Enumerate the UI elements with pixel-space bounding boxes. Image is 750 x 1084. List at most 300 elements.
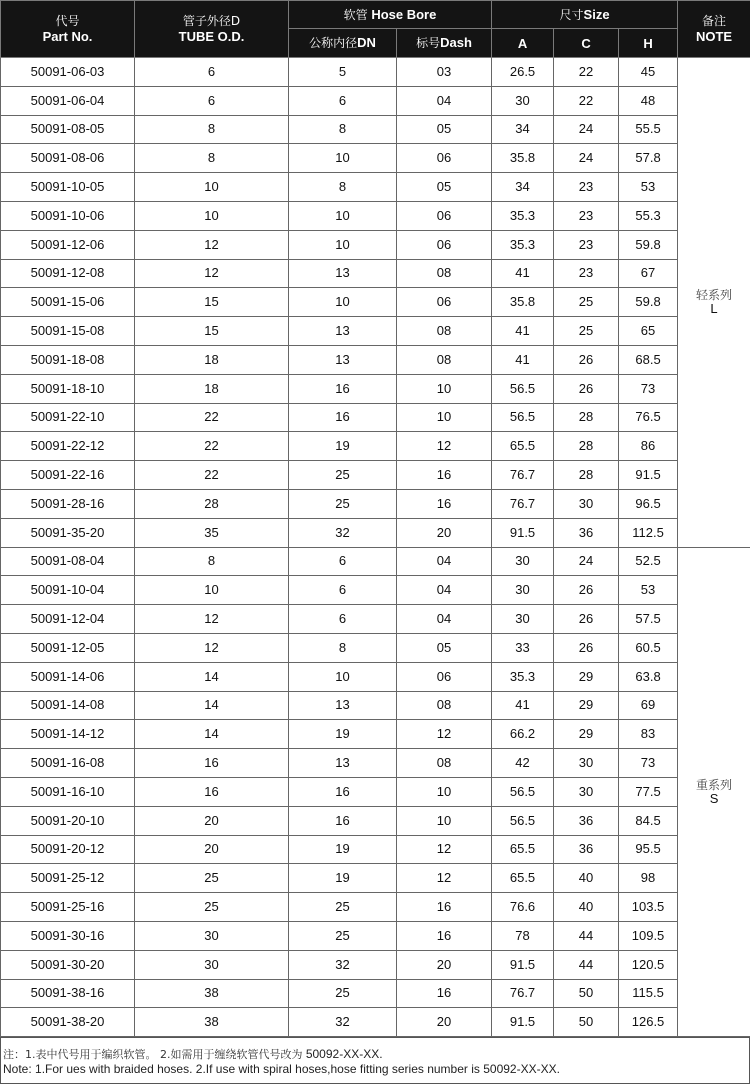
cell-dash: 12: [397, 864, 492, 893]
cell-dn: 10: [289, 288, 397, 317]
header-hose-bore-zh: 软管: [343, 7, 368, 22]
cell-a: 35.3: [492, 662, 554, 691]
cell-dn: 13: [289, 317, 397, 346]
cell-a: 30: [492, 86, 554, 115]
cell-c: 40: [554, 893, 619, 922]
cell-c: 44: [554, 950, 619, 979]
cell-c: 36: [554, 518, 619, 547]
cell-tube-od: 12: [135, 259, 289, 288]
cell-tube-od: 10: [135, 201, 289, 230]
cell-dash: 08: [397, 317, 492, 346]
cell-h: 63.8: [619, 662, 678, 691]
table-row: [1, 576, 750, 605]
cell-h: 126.5: [619, 1008, 678, 1037]
cell-part-no: 50091-10-04: [1, 576, 135, 605]
cell-dash: 05: [397, 633, 492, 662]
cell-part-no: 50091-25-12: [1, 864, 135, 893]
cell-part-no: 50091-08-04: [1, 547, 135, 576]
cell-h: 57.5: [619, 605, 678, 634]
cell-dash: 08: [397, 749, 492, 778]
cell-a: 76.7: [492, 461, 554, 490]
cell-part-no: 50091-20-12: [1, 835, 135, 864]
cell-h: 120.5: [619, 950, 678, 979]
cell-h: 68.5: [619, 345, 678, 374]
header-size-zh: 尺寸: [559, 7, 584, 22]
cell-part-no: 50091-30-16: [1, 921, 135, 950]
cell-dn: 25: [289, 893, 397, 922]
cell-dash: 03: [397, 58, 492, 87]
cell-h: 109.5: [619, 921, 678, 950]
table-row: [1, 58, 750, 87]
cell-tube-od: 15: [135, 317, 289, 346]
cell-c: 36: [554, 806, 619, 835]
cell-dn: 6: [289, 605, 397, 634]
table-row: [1, 691, 750, 720]
cell-dn: 13: [289, 259, 397, 288]
cell-dash: 20: [397, 518, 492, 547]
series-note-zh: 重系列: [696, 777, 733, 792]
cell-c: 24: [554, 144, 619, 173]
cell-part-no: 50091-12-08: [1, 259, 135, 288]
cell-a: 76.7: [492, 979, 554, 1008]
cell-part-no: 50091-18-08: [1, 345, 135, 374]
cell-dn: 10: [289, 230, 397, 259]
header-note: [678, 1, 750, 58]
series-note-zh: 轻系列: [696, 288, 733, 303]
cell-h: 59.8: [619, 288, 678, 317]
cell-a: 35.3: [492, 230, 554, 259]
cell-dash: 16: [397, 461, 492, 490]
header-hose-bore-en: Hose Bore: [371, 6, 437, 22]
header-part-no-zh: 代号: [55, 14, 80, 28]
cell-dn: 8: [289, 633, 397, 662]
cell-part-no: 50091-08-06: [1, 144, 135, 173]
cell-part-no: 50091-15-08: [1, 317, 135, 346]
cell-dash: 16: [397, 979, 492, 1008]
cell-dash: 20: [397, 950, 492, 979]
cell-tube-od: 8: [135, 144, 289, 173]
cell-dn: 8: [289, 173, 397, 202]
header-size-en: Size: [583, 6, 610, 22]
header-h: H: [619, 29, 678, 58]
cell-part-no: 50091-08-05: [1, 115, 135, 144]
table-row: [1, 547, 750, 576]
table-row: [1, 605, 750, 634]
table-row: [1, 893, 750, 922]
cell-part-no: 50091-38-16: [1, 979, 135, 1008]
header-dash-en: Dash: [440, 35, 472, 50]
footnote-zh-text: 注：1.表中代号用于编织软管。 2.如需用于缠绕软管代号改为: [3, 1048, 303, 1061]
cell-h: 48: [619, 86, 678, 115]
cell-a: 56.5: [492, 806, 554, 835]
cell-dn: 19: [289, 720, 397, 749]
cell-part-no: 50091-20-10: [1, 806, 135, 835]
cell-tube-od: 22: [135, 461, 289, 490]
table-row: [1, 115, 750, 144]
cell-part-no: 50091-22-10: [1, 403, 135, 432]
cell-c: 23: [554, 259, 619, 288]
cell-part-no: 50091-12-05: [1, 633, 135, 662]
cell-dn: 32: [289, 1008, 397, 1037]
cell-dn: 5: [289, 58, 397, 87]
cell-dn: 25: [289, 461, 397, 490]
cell-h: 76.5: [619, 403, 678, 432]
cell-tube-od: 12: [135, 230, 289, 259]
cell-part-no: 50091-14-08: [1, 691, 135, 720]
cell-a: 35.8: [492, 288, 554, 317]
cell-c: 30: [554, 749, 619, 778]
cell-part-no: 50091-14-12: [1, 720, 135, 749]
header-a: A: [492, 29, 554, 58]
cell-h: 77.5: [619, 777, 678, 806]
cell-dash: 10: [397, 777, 492, 806]
header-part-no-en: Part No.: [42, 29, 93, 44]
cell-dn: 10: [289, 662, 397, 691]
cell-c: 22: [554, 58, 619, 87]
cell-tube-od: 28: [135, 489, 289, 518]
cell-part-no: 50091-28-16: [1, 489, 135, 518]
cell-c: 28: [554, 432, 619, 461]
cell-a: 42: [492, 749, 554, 778]
cell-tube-od: 15: [135, 288, 289, 317]
cell-dash: 16: [397, 489, 492, 518]
table-row: [1, 288, 750, 317]
table-row: [1, 662, 750, 691]
table-row: [1, 461, 750, 490]
cell-a: 91.5: [492, 950, 554, 979]
cell-c: 26: [554, 605, 619, 634]
header-tube-od-zh: 管子外径D: [182, 14, 241, 28]
header-dn-zh: 公称内径: [309, 36, 358, 50]
cell-c: 25: [554, 288, 619, 317]
header-dash-zh: 标号: [416, 36, 441, 50]
cell-c: 36: [554, 835, 619, 864]
table-body: [1, 58, 750, 1037]
cell-dn: 13: [289, 749, 397, 778]
cell-tube-od: 30: [135, 921, 289, 950]
table-row: [1, 345, 750, 374]
cell-tube-od: 14: [135, 662, 289, 691]
cell-a: 41: [492, 691, 554, 720]
cell-tube-od: 8: [135, 547, 289, 576]
cell-c: 26: [554, 576, 619, 605]
cell-tube-od: 10: [135, 576, 289, 605]
cell-a: 41: [492, 317, 554, 346]
cell-a: 78: [492, 921, 554, 950]
cell-dash: 08: [397, 345, 492, 374]
table-row: [1, 633, 750, 662]
cell-dash: 06: [397, 144, 492, 173]
cell-dn: 6: [289, 547, 397, 576]
cell-tube-od: 35: [135, 518, 289, 547]
cell-tube-od: 22: [135, 403, 289, 432]
cell-a: 34: [492, 173, 554, 202]
cell-tube-od: 6: [135, 86, 289, 115]
cell-dn: 16: [289, 806, 397, 835]
header-dn-en: DN: [357, 35, 376, 50]
cell-h: 98: [619, 864, 678, 893]
cell-h: 73: [619, 749, 678, 778]
cell-h: 115.5: [619, 979, 678, 1008]
cell-tube-od: 22: [135, 432, 289, 461]
cell-c: 23: [554, 201, 619, 230]
cell-dash: 05: [397, 173, 492, 202]
cell-dash: 04: [397, 547, 492, 576]
cell-part-no: 50091-12-04: [1, 605, 135, 634]
cell-c: 28: [554, 461, 619, 490]
table-row: [1, 201, 750, 230]
cell-h: 67: [619, 259, 678, 288]
cell-tube-od: 25: [135, 893, 289, 922]
cell-dash: 12: [397, 835, 492, 864]
cell-a: 41: [492, 345, 554, 374]
cell-c: 26: [554, 374, 619, 403]
header-part-no: [1, 1, 135, 58]
cell-tube-od: 38: [135, 979, 289, 1008]
cell-dash: 04: [397, 86, 492, 115]
table-row: [1, 403, 750, 432]
cell-c: 50: [554, 979, 619, 1008]
cell-tube-od: 25: [135, 864, 289, 893]
cell-h: 73: [619, 374, 678, 403]
cell-h: 57.8: [619, 144, 678, 173]
cell-tube-od: 30: [135, 950, 289, 979]
cell-a: 66.2: [492, 720, 554, 749]
table-row: [1, 950, 750, 979]
cell-a: 65.5: [492, 864, 554, 893]
cell-c: 25: [554, 317, 619, 346]
table-row: [1, 864, 750, 893]
cell-part-no: 50091-06-04: [1, 86, 135, 115]
cell-tube-od: 16: [135, 777, 289, 806]
table-row: [1, 374, 750, 403]
cell-dn: 25: [289, 489, 397, 518]
cell-dash: 06: [397, 201, 492, 230]
cell-dash: 16: [397, 921, 492, 950]
table-row: [1, 317, 750, 346]
cell-part-no: 50091-06-03: [1, 58, 135, 87]
series-note-code: L: [710, 301, 718, 317]
cell-c: 23: [554, 173, 619, 202]
cell-dn: 13: [289, 345, 397, 374]
cell-c: 22: [554, 86, 619, 115]
cell-h: 91.5: [619, 461, 678, 490]
header-note-zh: 备注: [702, 14, 727, 28]
cell-part-no: 50091-25-16: [1, 893, 135, 922]
cell-dn: 19: [289, 835, 397, 864]
cell-h: 84.5: [619, 806, 678, 835]
cell-tube-od: 16: [135, 749, 289, 778]
header-dn: [289, 29, 397, 58]
cell-h: 53: [619, 173, 678, 202]
cell-h: 53: [619, 576, 678, 605]
table-row: [1, 749, 750, 778]
cell-part-no: 50091-16-10: [1, 777, 135, 806]
cell-dash: 08: [397, 259, 492, 288]
series-note-code: S: [709, 790, 719, 806]
cell-dash: 08: [397, 691, 492, 720]
cell-h: 112.5: [619, 518, 678, 547]
cell-part-no: 50091-12-06: [1, 230, 135, 259]
table-row: [1, 173, 750, 202]
cell-c: 30: [554, 489, 619, 518]
cell-dash: 06: [397, 662, 492, 691]
table-row: [1, 806, 750, 835]
cell-part-no: 50091-10-05: [1, 173, 135, 202]
cell-dn: 32: [289, 950, 397, 979]
cell-a: 76.6: [492, 893, 554, 922]
cell-c: 40: [554, 864, 619, 893]
cell-h: 103.5: [619, 893, 678, 922]
table-row: [1, 835, 750, 864]
header-tube-od: [135, 1, 289, 58]
cell-dn: 25: [289, 979, 397, 1008]
cell-tube-od: 14: [135, 691, 289, 720]
cell-a: 91.5: [492, 518, 554, 547]
cell-a: 65.5: [492, 835, 554, 864]
cell-tube-od: 8: [135, 115, 289, 144]
cell-dn: 16: [289, 403, 397, 432]
cell-a: 30: [492, 605, 554, 634]
footnote-zh-code: 50092-XX-XX.: [302, 1047, 383, 1061]
footnote-line-zh: [3, 1047, 383, 1062]
cell-dash: 12: [397, 432, 492, 461]
cell-h: 45: [619, 58, 678, 87]
cell-h: 69: [619, 691, 678, 720]
cell-part-no: 50091-14-06: [1, 662, 135, 691]
cell-dash: 12: [397, 720, 492, 749]
cell-dash: 20: [397, 1008, 492, 1037]
cell-a: 65.5: [492, 432, 554, 461]
cell-part-no: 50091-16-08: [1, 749, 135, 778]
cell-part-no: 50091-22-12: [1, 432, 135, 461]
cell-tube-od: 38: [135, 1008, 289, 1037]
table-row: [1, 144, 750, 173]
cell-h: 60.5: [619, 633, 678, 662]
cell-h: 59.8: [619, 230, 678, 259]
cell-tube-od: 14: [135, 720, 289, 749]
cell-a: 33: [492, 633, 554, 662]
cell-a: 35.3: [492, 201, 554, 230]
header-dash: [397, 29, 492, 58]
cell-dn: 13: [289, 691, 397, 720]
cell-tube-od: 18: [135, 374, 289, 403]
cell-dash: 16: [397, 893, 492, 922]
header-size: [492, 1, 678, 29]
cell-part-no: 50091-15-06: [1, 288, 135, 317]
cell-h: 55.5: [619, 115, 678, 144]
cell-dash: 04: [397, 605, 492, 634]
series-note: [678, 547, 750, 1037]
cell-a: 30: [492, 576, 554, 605]
cell-tube-od: 10: [135, 173, 289, 202]
cell-dash: 10: [397, 806, 492, 835]
cell-c: 28: [554, 403, 619, 432]
cell-a: 26.5: [492, 58, 554, 87]
cell-dash: 04: [397, 576, 492, 605]
cell-dash: 10: [397, 374, 492, 403]
cell-part-no: 50091-10-06: [1, 201, 135, 230]
cell-dash: 10: [397, 403, 492, 432]
cell-tube-od: 20: [135, 806, 289, 835]
cell-c: 24: [554, 115, 619, 144]
cell-h: 86: [619, 432, 678, 461]
cell-dash: 06: [397, 230, 492, 259]
cell-h: 55.3: [619, 201, 678, 230]
cell-tube-od: 12: [135, 633, 289, 662]
table-row: [1, 921, 750, 950]
cell-tube-od: 6: [135, 58, 289, 87]
cell-dn: 16: [289, 374, 397, 403]
cell-a: 76.7: [492, 489, 554, 518]
cell-dash: 06: [397, 288, 492, 317]
cell-dn: 10: [289, 144, 397, 173]
cell-dn: 16: [289, 777, 397, 806]
cell-dn: 25: [289, 921, 397, 950]
cell-part-no: 50091-35-20: [1, 518, 135, 547]
header-c: C: [554, 29, 619, 58]
cell-a: 41: [492, 259, 554, 288]
cell-h: 65: [619, 317, 678, 346]
table-row: [1, 1008, 750, 1037]
cell-c: 29: [554, 691, 619, 720]
cell-a: 56.5: [492, 374, 554, 403]
cell-part-no: 50091-18-10: [1, 374, 135, 403]
header-note-en: NOTE: [695, 29, 733, 44]
cell-c: 26: [554, 345, 619, 374]
cell-c: 44: [554, 921, 619, 950]
table-header: [1, 1, 750, 58]
header-hose-bore: [289, 1, 492, 29]
cell-h: 95.5: [619, 835, 678, 864]
cell-h: 96.5: [619, 489, 678, 518]
header-tube-od-en: TUBE O.D.: [178, 29, 245, 44]
cell-dn: 10: [289, 201, 397, 230]
table-row: [1, 230, 750, 259]
table-row: [1, 489, 750, 518]
cell-a: 91.5: [492, 1008, 554, 1037]
series-note: [678, 58, 750, 548]
cell-dn: 19: [289, 864, 397, 893]
cell-dash: 05: [397, 115, 492, 144]
cell-dn: 8: [289, 115, 397, 144]
cell-tube-od: 18: [135, 345, 289, 374]
cell-a: 30: [492, 547, 554, 576]
cell-c: 29: [554, 720, 619, 749]
cell-part-no: 50091-38-20: [1, 1008, 135, 1037]
table-row: [1, 720, 750, 749]
cell-dn: 6: [289, 576, 397, 605]
cell-part-no: 50091-30-20: [1, 950, 135, 979]
cell-h: 83: [619, 720, 678, 749]
table-row: [1, 979, 750, 1008]
cell-dn: 32: [289, 518, 397, 547]
cell-a: 34: [492, 115, 554, 144]
cell-tube-od: 12: [135, 605, 289, 634]
cell-a: 56.5: [492, 403, 554, 432]
table-row: [1, 432, 750, 461]
cell-dn: 6: [289, 86, 397, 115]
table-row: [1, 86, 750, 115]
cell-part-no: 50091-22-16: [1, 461, 135, 490]
table-row: [1, 259, 750, 288]
cell-c: 24: [554, 547, 619, 576]
footnote: [0, 1037, 750, 1084]
cell-c: 50: [554, 1008, 619, 1037]
cell-a: 56.5: [492, 777, 554, 806]
cell-dn: 19: [289, 432, 397, 461]
cell-h: 52.5: [619, 547, 678, 576]
